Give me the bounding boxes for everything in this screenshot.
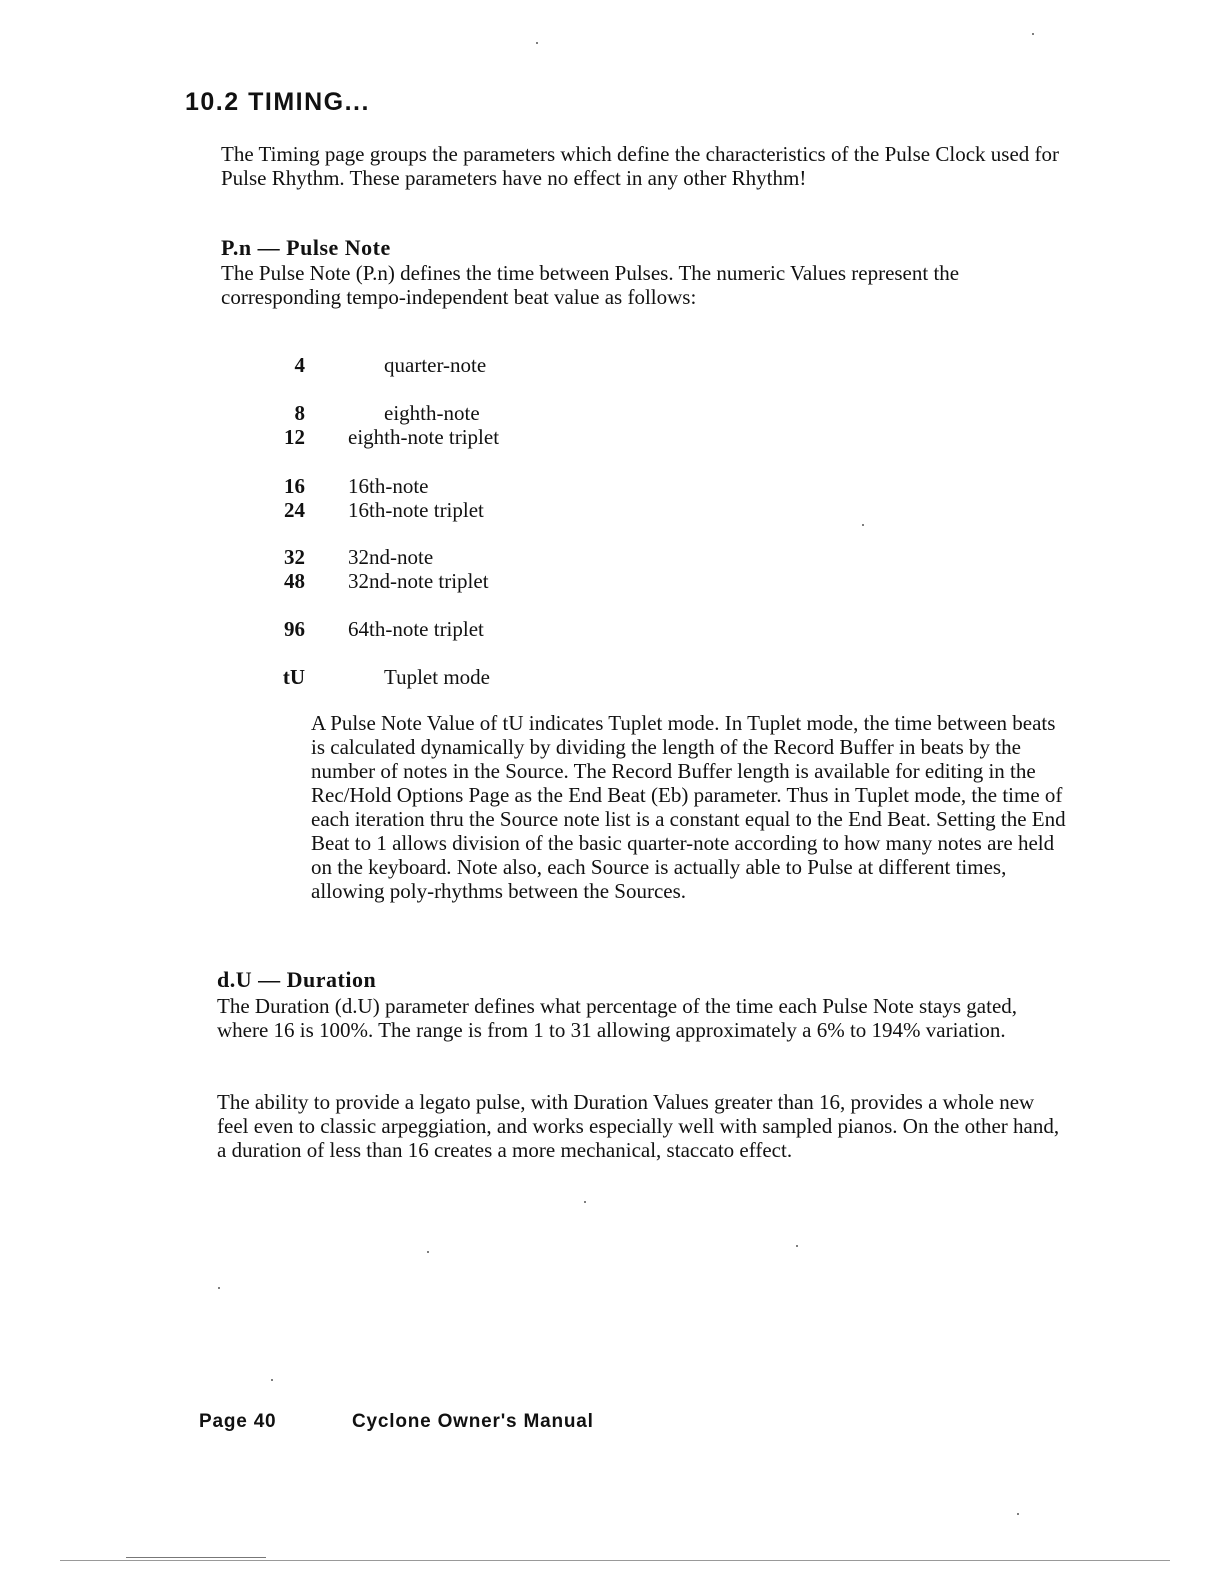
scan-speck bbox=[427, 1251, 429, 1253]
manual-title: Cyclone Owner's Manual bbox=[352, 1411, 594, 1432]
note-value: 48 bbox=[284, 569, 305, 593]
note-label: Tuplet mode bbox=[384, 665, 490, 689]
scan-speck bbox=[271, 1379, 273, 1381]
scan-speck bbox=[218, 1287, 220, 1289]
note-value: 12 bbox=[284, 425, 305, 449]
note-label: quarter-note bbox=[384, 353, 487, 377]
legato-description: The ability to provide a legato pulse, with Duration Values greater than 16, provides a whole new feel even to classic arpeggiation, and works especially well with sampled pianos. On the other hand, a duration of less than 16 creates a more mechanical, staccato effect. bbox=[217, 1090, 1060, 1162]
scan-speck bbox=[584, 1201, 586, 1203]
scan-speck bbox=[796, 1245, 798, 1247]
duration-description: The Duration (d.U) parameter defines what percentage of the time each Pulse Note stays gated, where 16 is 100%. The range is from 1 to 31 allowing approximately a 6% to 194% variation. bbox=[217, 994, 1018, 1042]
scan-speck bbox=[1017, 1513, 1019, 1515]
note-label: eighth-note triplet bbox=[348, 425, 500, 449]
scan-speck bbox=[862, 524, 864, 526]
note-label: 64th-note triplet bbox=[348, 617, 484, 641]
note-label: 32nd-note triplet bbox=[348, 569, 489, 593]
duration-heading: d.U — Duration bbox=[217, 967, 377, 992]
section-title: 10.2 TIMING... bbox=[185, 88, 370, 116]
tuplet-mode-description: A Pulse Note Value of tU indicates Tuplet mode. In Tuplet mode, the time between beats is calculated dynamically by dividing the length of the Record Buffer in beats by the number of notes in the Source. The Record Buffer length is available for editing in the Rec/Hold Options Page as the End Beat (Eb) parameter. Thus in Tuplet mode, the time of each iteration thru the Source note list is a constant equal to the End Beat. Setting the End Beat to 1 allows division of the basic quarter-note according to how many notes are held on the keyboard. Note also, each Source is actually able to Pulse at different times, allowing poly-rhythms between the Sources. bbox=[311, 711, 1066, 903]
note-label: eighth-note bbox=[384, 401, 480, 425]
page-footer bbox=[199, 1411, 594, 1433]
note-value: tU bbox=[282, 665, 305, 689]
intro-paragraph: The Timing page groups the parameters which define the characteristics of the Pulse Clock used for Pulse Rhythm. These parameters have no effect in any other Rhythm! bbox=[221, 142, 1060, 190]
pulse-note-description: The Pulse Note (P.n) defines the time between Pulses. The numeric Values represent the corresponding tempo-independent beat value as follows: bbox=[221, 261, 960, 309]
scan-speck bbox=[1032, 33, 1034, 35]
note-value: 32 bbox=[284, 545, 305, 569]
page-number: Page 40 bbox=[199, 1411, 277, 1432]
note-value: 8 bbox=[294, 401, 305, 425]
note-label: 32nd-note bbox=[348, 545, 434, 569]
note-value: 24 bbox=[284, 498, 305, 522]
scan-edge-line bbox=[60, 1560, 1170, 1561]
pulse-note-heading: P.n — Pulse Note bbox=[221, 235, 391, 260]
note-value: 16 bbox=[284, 474, 305, 498]
note-value: 4 bbox=[294, 353, 305, 377]
note-value: 96 bbox=[284, 617, 305, 641]
note-label: 16th-note triplet bbox=[348, 498, 484, 522]
note-label: 16th-note bbox=[348, 474, 429, 498]
scan-speck bbox=[536, 42, 538, 44]
scan-edge-line bbox=[126, 1557, 266, 1558]
